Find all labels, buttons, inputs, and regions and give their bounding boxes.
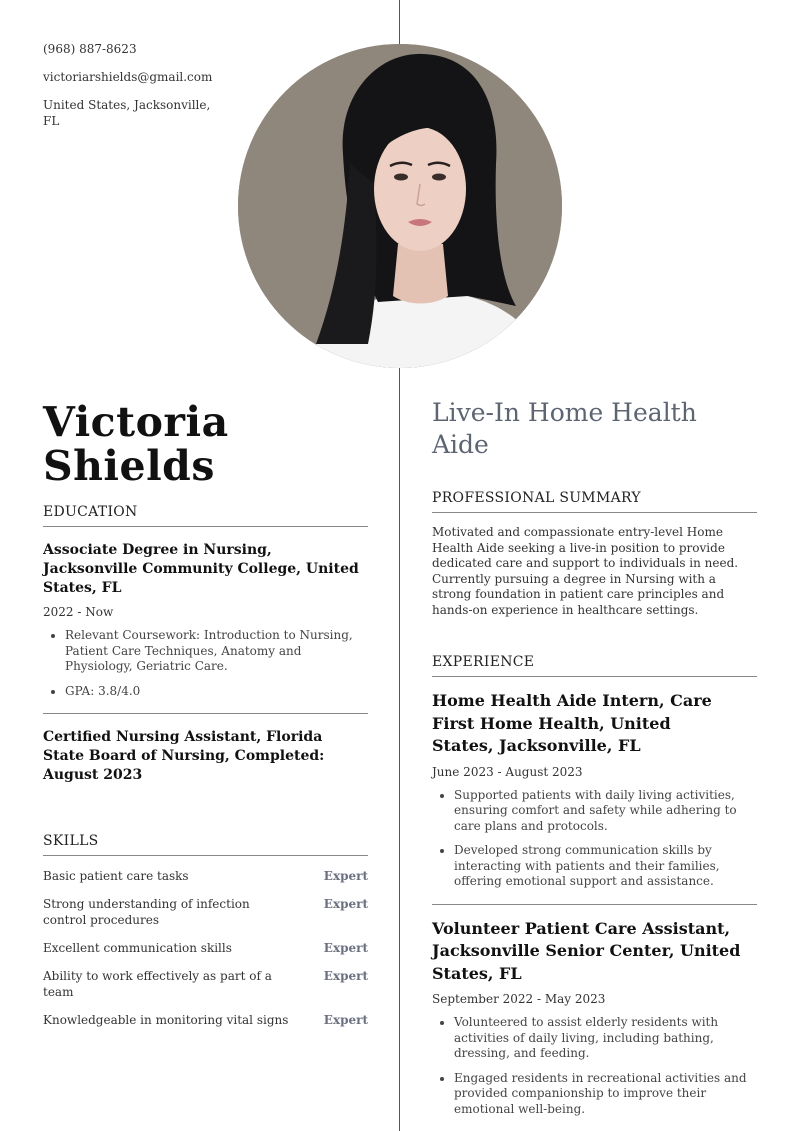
skill-row xyxy=(43,1012,368,1028)
experience-separator xyxy=(432,904,757,905)
skill-level: Expert xyxy=(323,941,368,955)
skill-level: Expert xyxy=(323,1013,368,1027)
education-bullet: • GPA: 3.8/4.0 xyxy=(65,684,368,700)
skill-name: Basic patient care tasks xyxy=(43,869,189,883)
name-last: Shields xyxy=(43,442,215,490)
skill-row xyxy=(43,940,368,956)
summary-text: Motivated and compassionate entry-level Home Health Aide seeking a live-in position to provide dedicated care and support to individuals in need. Currently pursuing a degree in Nursing with a strong foundation in patient care principles and hands-on experience in healthcare settings. xyxy=(432,525,739,617)
skill-row xyxy=(43,968,368,1000)
experience-item-dates: September 2022 - May 2023 xyxy=(432,992,606,1006)
candidate-name xyxy=(43,400,343,488)
skills-heading: SKILLS xyxy=(43,833,368,856)
education-item-title: Associate Degree in Nursing, Jacksonville Community College, United States, FL xyxy=(43,542,359,596)
profile-photo-illustration xyxy=(238,44,562,368)
contact-location: United States, Jacksonville, FL xyxy=(43,98,211,128)
experience-item-title: Home Health Aide Intern, Care First Home Health, United States, Jacksonville, FL xyxy=(432,691,712,755)
divider-line-bottom xyxy=(399,366,400,1131)
contact-phone: (968) 887-8623 xyxy=(43,42,137,56)
divider-line-top xyxy=(399,0,400,46)
experience-bullets xyxy=(432,1015,757,1117)
experience-item-dates: June 2023 - August 2023 xyxy=(432,764,583,779)
job-title: Live-In Home Health Aide xyxy=(432,398,697,459)
experience-bullet: • Volunteered to assist elderly residents with activities of daily living, including bathing, dressing, and feeding. xyxy=(454,1015,757,1062)
contact-info xyxy=(43,41,213,141)
education-bullets xyxy=(43,628,368,699)
experience-bullet: • Engaged residents in recreational activities and provided companionship to improve their emotional well-being. xyxy=(454,1071,757,1118)
education-separator xyxy=(43,713,368,714)
education-item-dates: 2022 - Now xyxy=(43,605,114,619)
profile-photo xyxy=(238,44,562,368)
contact-email: victoriarshields@gmail.com xyxy=(43,70,213,84)
skill-level: Expert xyxy=(323,869,368,883)
skill-row xyxy=(43,896,368,928)
skill-row xyxy=(43,868,368,884)
right-column xyxy=(432,397,757,1126)
education-heading: EDUCATION xyxy=(43,504,368,527)
experience-item-title: Volunteer Patient Care Assistant, Jacksonville Senior Center, United States, FL xyxy=(432,918,741,983)
certification-title: Certified Nursing Assistant, Florida State Board of Nursing, Completed: August 2023 xyxy=(43,729,325,783)
skill-level: Expert xyxy=(323,969,368,983)
name-first: Victoria xyxy=(43,398,229,446)
experience-bullet: • Supported patients with daily living activities, ensuring comfort and safety while adhering to care plans and protocols. xyxy=(454,788,757,835)
education-bullet: • Relevant Coursework: Introduction to Nursing, Patient Care Techniques, Anatomy and Physiology, Geriatric Care. xyxy=(65,628,368,675)
skill-name: Strong understanding of infection control procedures xyxy=(43,897,250,927)
skill-name: Ability to work effectively as part of a team xyxy=(43,969,272,999)
skill-level: Expert xyxy=(323,897,368,911)
skill-name: Knowledgeable in monitoring vital signs xyxy=(43,1013,289,1027)
experience-bullet: • Developed strong communication skills by interacting with patients and their families, offering emotional support and assistance. xyxy=(454,843,757,890)
experience-heading: EXPERIENCE xyxy=(432,654,757,677)
left-column xyxy=(43,504,368,1028)
summary-heading: PROFESSIONAL SUMMARY xyxy=(432,490,757,513)
skill-name: Excellent communication skills xyxy=(43,941,232,955)
experience-bullets xyxy=(432,788,757,890)
